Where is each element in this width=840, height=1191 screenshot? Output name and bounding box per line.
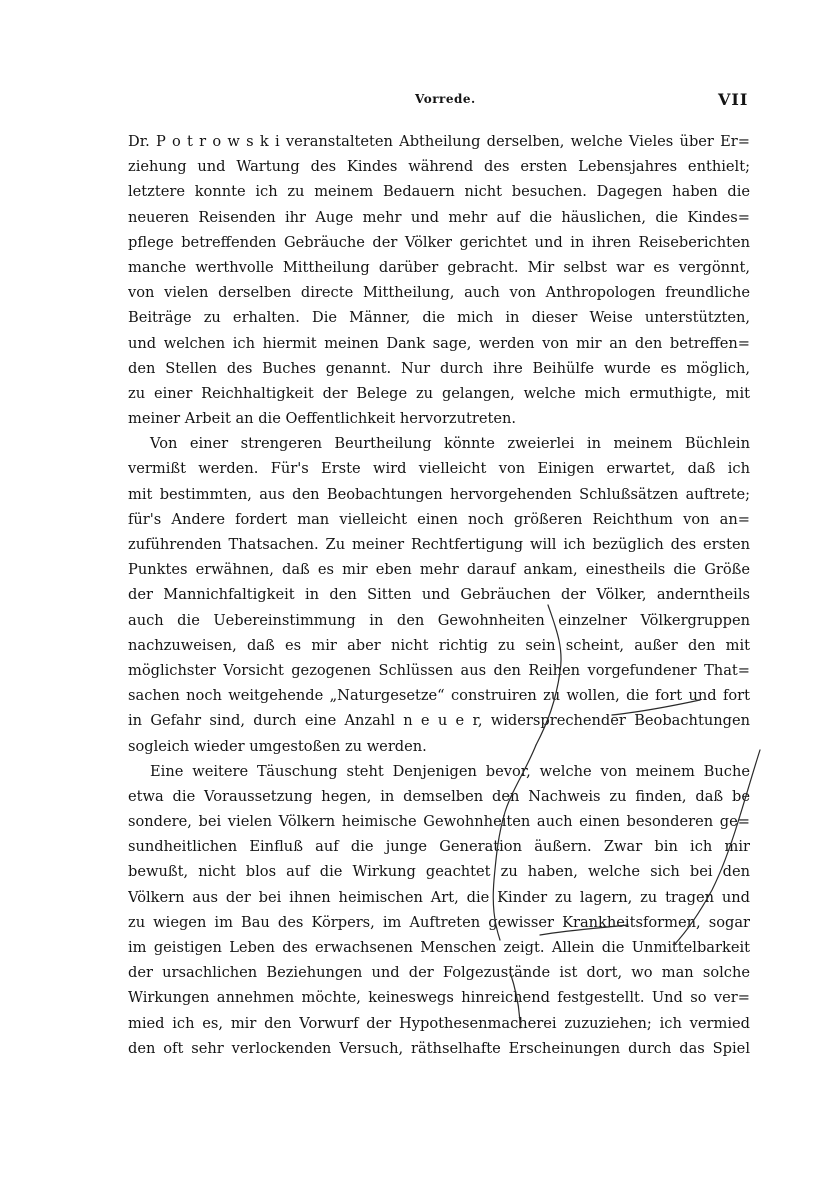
paragraph-3	[128, 759, 750, 1061]
text-line: sundheitlichen Einfluß auf die junge Generation äußern. Zwar bin ich mir	[128, 838, 750, 856]
text-line: zuführenden Thatsachen. Zu meiner Rechtfertigung will ich bezüglich des ersten	[128, 536, 750, 553]
paragraph-2	[128, 431, 750, 758]
text-line: zu wiegen im Bau des Körpers, im Auftreten gewisser Krankheitsformen, sogar	[128, 913, 750, 931]
text-line: vermißt werden. Für's Erste wird vielleicht von Einigen erwartet, daß ich	[128, 460, 750, 478]
text-line: Wirkungen annehmen möchte, keineswegs hinreichend festgestellt. Und so ver=	[128, 989, 750, 1007]
text-line: und welchen ich hiermit meinen Dank sage, werden von mir an den betreffen=	[128, 334, 750, 352]
text-line: Eine weitere Täuschung steht Denjenigen bevor, welche von meinem Buche	[150, 762, 750, 780]
text-line: von vielen derselben directe Mittheilung, auch von Anthropologen freundliche	[128, 284, 750, 302]
text-line: mied ich es, mir den Vorwurf der Hypothesenmacherei zuzuziehen; ich vermied	[128, 1014, 750, 1032]
text-line: in Gefahr sind, durch eine Anzahl n e u e r, widersprechender Beobachtungen	[128, 712, 750, 730]
paragraph-1	[128, 129, 750, 431]
text-line: Punktes erwähnen, daß es mir eben mehr darauf ankam, einestheils die Größe	[128, 561, 750, 579]
text-line: sogleich wieder umgestoßen zu werden.	[128, 737, 427, 755]
text-line: im geistigen Leben des erwachsenen Menschen zeigt. Allein die Unmittelbarkeit	[128, 939, 750, 956]
running-title: Vorrede.	[415, 92, 476, 106]
body-text	[128, 129, 750, 1061]
text-line: neueren Reisenden ihr Auge mehr und mehr auf die häuslichen, die Kindes=	[128, 208, 750, 226]
text-line: den Stellen des Buches genannt. Nur durch ihre Beihülfe wurde es möglich,	[128, 359, 750, 377]
text-line: Dr. P o t r o w s k i veranstalteten Abtheilung derselben, welche Vieles über Er=	[128, 133, 750, 150]
text-line: möglichster Vorsicht gezogenen Schlüssen aus den Reihen vorgefundener That=	[128, 661, 750, 679]
text-line: Von einer strengeren Beurtheilung könnte zweierlei in meinem Büchlein	[150, 435, 750, 453]
text-line: zu einer Reichhaltigkeit der Belege zu gelangen, welche mich ermuthigte, mit	[128, 384, 750, 402]
text-line: nachzuweisen, daß es mir aber nicht richtig zu sein scheint, außer den mit	[128, 636, 750, 654]
page-number: VII	[718, 90, 749, 109]
text-line: manche werthvolle Mittheilung darüber gebracht. Mir selbst war es vergönnt,	[128, 258, 750, 276]
text-line: auch die Uebereinstimmung in den Gewohnheiten einzelner Völkergruppen	[128, 611, 750, 629]
text-line: meiner Arbeit an die Oeffentlichkeit hervorzutreten.	[128, 410, 517, 428]
text-line: pflege betreffenden Gebräuche der Völker gerichtet und in ihren Reiseberichten	[128, 233, 750, 251]
text-line: sachen noch weitgehende „Naturgesetze“ construiren zu wollen, die fort und fort	[128, 687, 750, 705]
running-head	[0, 92, 840, 112]
text-line: der Mannichfaltigkeit in den Sitten und Gebräuchen der Völker, anderntheils	[128, 586, 750, 604]
text-line: für's Andere fordert man vielleicht einen noch größeren Reichthum von an=	[128, 510, 750, 528]
text-line: Beiträge zu erhalten. Die Männer, die mich in dieser Weise unterstützten,	[128, 309, 750, 327]
text-line: etwa die Voraussetzung hegen, in demselben den Nachweis zu finden, daß be	[128, 787, 750, 805]
text-line: der ursachlichen Beziehungen und der Folgezustände ist dort, wo man solche	[128, 964, 750, 982]
text-line: letztere konnte ich zu meinem Bedauern nicht besuchen. Dagegen haben die	[128, 183, 750, 201]
text-line: den oft sehr verlockenden Versuch, räthselhafte Erscheinungen durch das Spiel	[128, 1039, 750, 1057]
text-line: sondere, bei vielen Völkern heimische Gewohnheiten auch einen besonderen ge=	[128, 813, 750, 831]
text-line: Völkern aus der bei ihnen heimischen Art, die Kinder zu lagern, zu tragen und	[128, 888, 750, 906]
text-line: mit bestimmten, aus den Beobachtungen hervorgehenden Schlußsätzen auftrete;	[128, 485, 750, 503]
text-line: bewußt, nicht blos auf die Wirkung geachtet zu haben, welche sich bei den	[128, 863, 750, 881]
text-line: ziehung und Wartung des Kindes während des ersten Lebensjahres enthielt;	[128, 158, 750, 176]
